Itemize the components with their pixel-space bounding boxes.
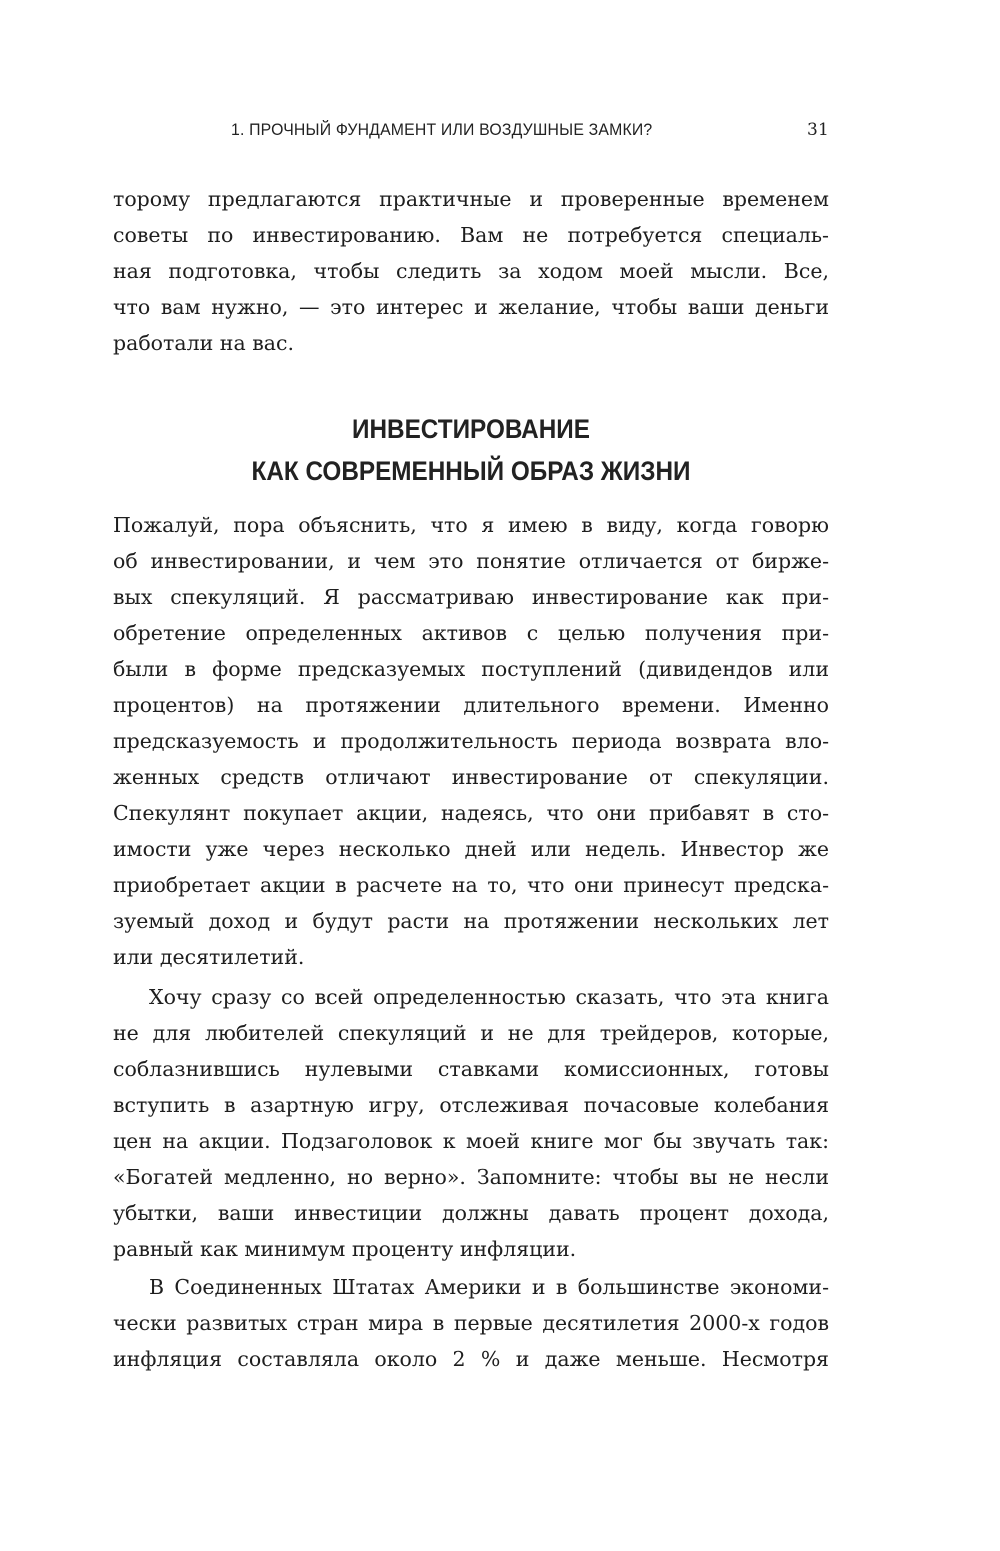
text-line: убытки, ваши инвестиции должны давать процент дохода, [113,1201,829,1225]
text-line: или десятилетий. [113,945,305,969]
text-line: имости уже через несколько дней или недель. Инвестор же [113,837,829,861]
section-heading [113,408,829,492]
text-line: ная подготовка, чтобы следить за ходом моей мысли. Все, [113,259,829,283]
section-heading-line-2: КАК СОВРЕМЕННЫЙ ОБРАЗ ЖИЗНИ [251,456,691,486]
text-line: приобретает акции в расчете на то, что они принесут предска- [113,873,829,897]
section-heading-line-1: ИНВЕСТИРОВАНИЕ [352,414,590,444]
text-line: Пожалуй, пора объяснить, что я имею в виду, когда говорю [113,513,829,537]
text-line: Спекулянт покупает акции, надеясь, что они прибавят в сто- [113,801,829,825]
paragraph-investing-definition [113,507,829,975]
text-line: «Богатей медленно, но верно». Запомните: чтобы вы не несли [113,1165,829,1189]
text-line: инфляция составляла около 2 % и даже меньше. Несмотря [113,1347,829,1371]
text-line: торому предлагаются практичные и проверенные временем [113,187,829,211]
running-header [113,116,829,146]
paragraph-inflation [113,1269,829,1377]
book-page [113,0,829,1551]
text-line: женных средств отличают инвестирование от спекуляции. [113,765,829,789]
text-line: советы по инвестированию. Вам не потребуется специаль- [113,223,829,247]
text-line: вых спекуляций. Я рассматриваю инвестирование как при- [113,585,829,609]
text-line: не для любителей спекуляций и не для трейдеров, которые, [113,1021,829,1045]
text-line: обретение определенных активов с целью получения при- [113,621,829,645]
running-title: 1. ПРОЧНЫЙ ФУНДАМЕНТ ИЛИ ВОЗДУШНЫЕ ЗАМКИ? [231,120,653,139]
paragraph-continuation [113,181,829,361]
text-line: об инвестировании, и чем это понятие отличается от бирже- [113,549,829,573]
text-line: были в форме предсказуемых поступлений (дивидендов или [113,657,829,681]
text-line: предсказуемость и продолжительность периода возврата вло- [113,729,829,753]
page-number: 31 [806,120,829,140]
text-line: что вам нужно, — это интерес и желание, чтобы ваши деньги [113,295,829,319]
text-line: процентов) на протяжении длительного времени. Именно [113,693,829,717]
paragraph-not-for-speculators [113,979,829,1267]
text-line: работали на вас. [113,331,294,355]
text-line: соблазнившись нулевыми ставками комиссионных, готовы [113,1057,829,1081]
text-line: Хочу сразу со всей определенностью сказать, что эта книга [149,985,829,1009]
text-line: зуемый доход и будут расти на протяжении нескольких лет [113,909,829,933]
text-line: равный как минимум проценту инфляции. [113,1237,577,1261]
text-line: чески развитых стран мира в первые десятилетия 2000-х годов [113,1311,829,1335]
text-line: вступить в азартную игру, отслеживая почасовые колебания [113,1093,829,1117]
text-line: цен на акции. Подзаголовок к моей книге мог бы звучать так: [113,1129,829,1153]
text-line: В Соединенных Штатах Америки и в большинстве экономи- [149,1275,829,1299]
